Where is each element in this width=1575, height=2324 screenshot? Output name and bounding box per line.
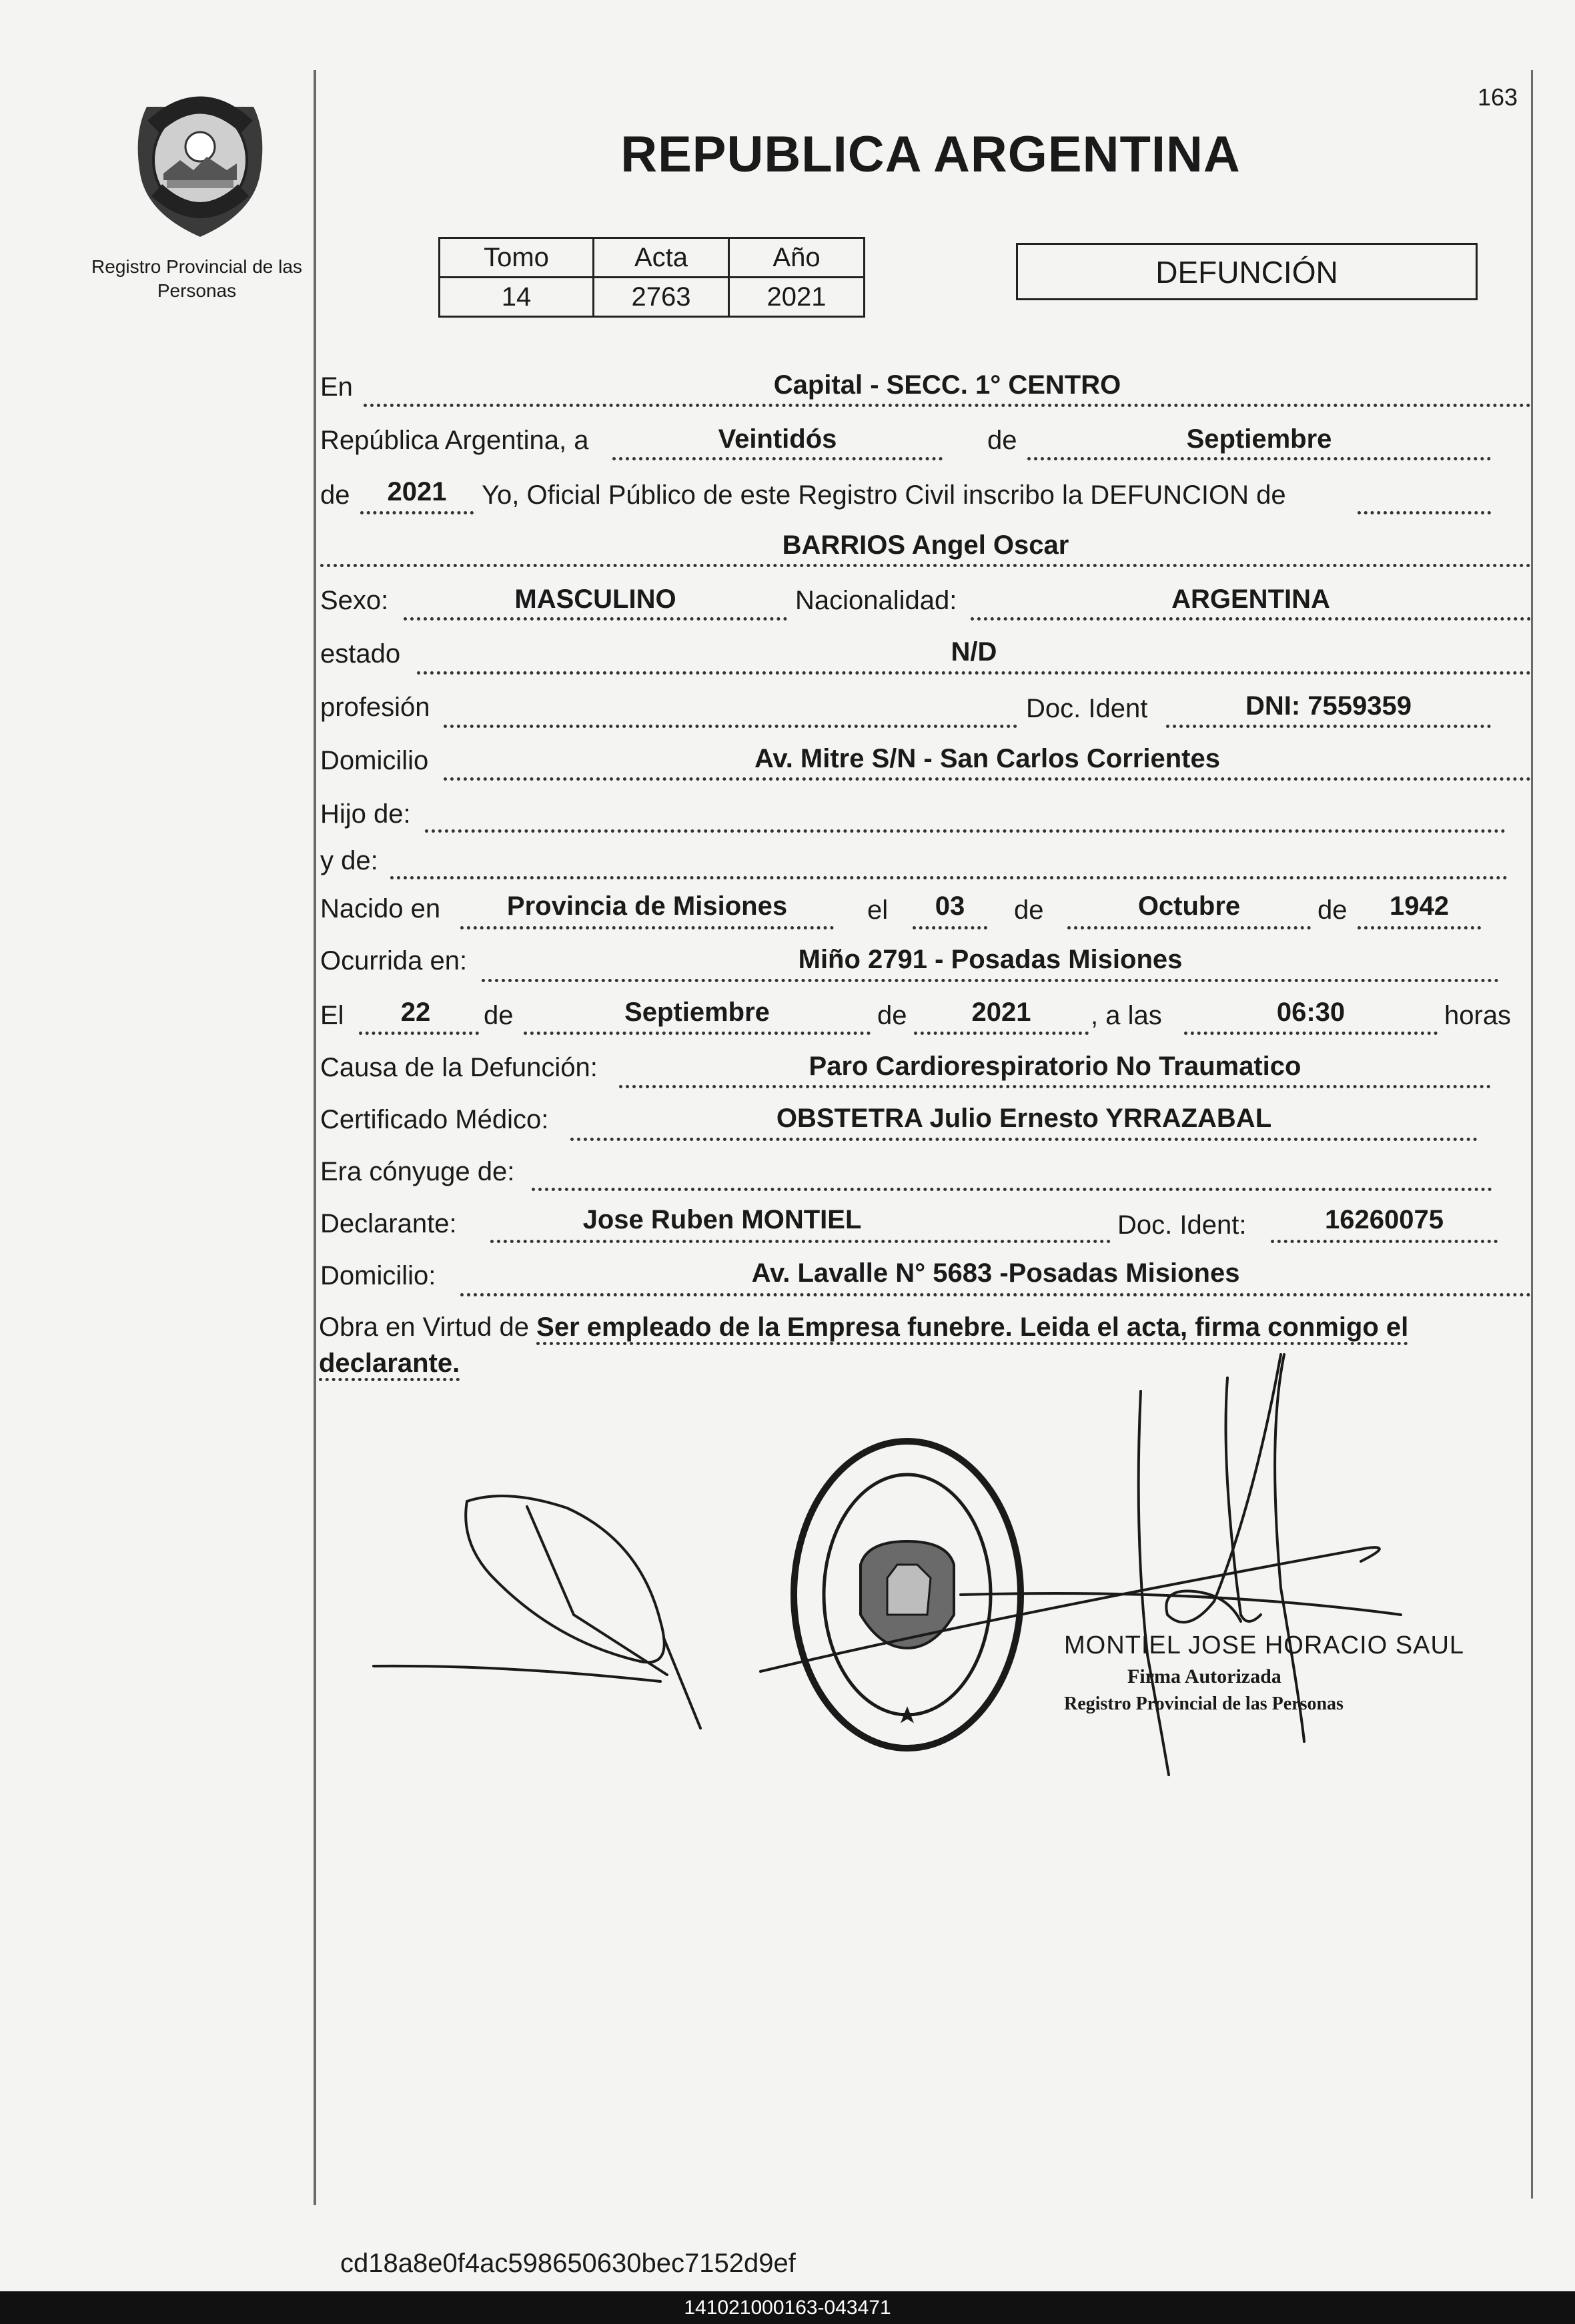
value-dec-domicilio: Av. Lavalle N° 5683 -Posadas Misiones [751, 1258, 1240, 1288]
label-estado: estado [320, 639, 401, 669]
page-number: 163 [1478, 83, 1518, 111]
label-declarante: Declarante: [320, 1209, 457, 1238]
line-yo [1358, 511, 1491, 514]
record-type-box: DEFUNCIÓN [1016, 243, 1478, 300]
value-def-mes: Septiembre [624, 998, 770, 1027]
value-nombre: BARRIOS Angel Oscar [782, 530, 1069, 560]
declarant-signature [374, 1496, 700, 1728]
value-causa: Paro Cardiorespiratorio No Traumatico [809, 1052, 1301, 1081]
label-conyuge: Era cónyuge de: [320, 1157, 515, 1186]
value-estado: N/D [951, 637, 997, 667]
line-profesion [444, 725, 1017, 728]
label-y-de: y de: [320, 846, 378, 875]
right-margin-line [1531, 70, 1533, 2199]
value-domicilio: Av. Mitre S/N - San Carlos Corrientes [754, 744, 1220, 773]
value-hora: 06:30 [1276, 998, 1346, 1027]
value-ocurrida: Miño 2791 - Posadas Misiones [798, 945, 1183, 974]
page-title: REPUBLICA ARGENTINA [620, 126, 1241, 183]
label-doc-ident-declarante: Doc. Ident: [1117, 1210, 1247, 1240]
value-anio: 2021 [729, 278, 865, 317]
line-y-de [390, 876, 1508, 879]
value-tomo: 14 [440, 278, 594, 317]
value-lugar: Capital - SECC. 1° CENTRO [773, 370, 1121, 400]
label-ocurrida-en: Ocurrida en: [320, 946, 468, 976]
footer-code: 141021000163-043471 [0, 2291, 1575, 2324]
obra-en-virtud [319, 1309, 1533, 1381]
province-seal-logo [127, 80, 274, 247]
label-certificado: Certificado Médico: [320, 1105, 549, 1134]
signatory-name: MONTIEL JOSE HORACIO SAUL [1064, 1631, 1465, 1659]
label-domicilio-declarante: Domicilio: [320, 1261, 436, 1290]
value-doc: DNI: 7559359 [1245, 691, 1412, 721]
label-nacionalidad: Nacionalidad: [795, 586, 957, 615]
value-nacido-en: Provincia de Misiones [506, 891, 788, 921]
label-sexo: Sexo: [320, 586, 389, 615]
value-certificado: OBSTETRA Julio Ernesto YRRAZABAL [776, 1104, 1272, 1133]
value-nac-dia: 03 [935, 891, 965, 921]
line-hijo-de [425, 829, 1506, 833]
label-de-anio: de [320, 480, 350, 510]
label-el: el [867, 895, 889, 925]
label-doc-ident: Doc. Ident [1026, 694, 1148, 723]
value-mes: Septiembre [1186, 424, 1332, 454]
label-obra: Obra en Virtud de [319, 1312, 530, 1342]
label-a-las: , a las [1091, 1001, 1162, 1030]
header-tomo: Tomo [440, 238, 594, 278]
value-anio: 2021 [387, 477, 447, 506]
header-anio: Año [729, 238, 865, 278]
label-nacido-en: Nacido en [320, 894, 441, 923]
line-conyuge [532, 1188, 1492, 1191]
label-domicilio: Domicilio [320, 746, 429, 775]
value-nac-anio: 1942 [1390, 891, 1449, 921]
value-acta: 2763 [594, 278, 729, 317]
label-de-nac-anio: de [1318, 895, 1348, 925]
label-de-def-anio: de [877, 1001, 907, 1030]
value-sexo: MASCULINO [514, 585, 676, 614]
value-dia-letras: Veintidós [718, 424, 837, 454]
label-horas: horas [1444, 1001, 1512, 1030]
document-hash: cd18a8e0f4ac598650630bec7152d9ef [340, 2249, 796, 2278]
record-table [438, 237, 865, 318]
value-obra: Ser empleado de la Empresa funebre. Leida el acta, firma conmigo el declarante. [319, 1312, 1408, 1381]
label-de-nac-mes: de [1014, 895, 1044, 925]
value-declarante: Jose Ruben MONTIEL [582, 1205, 862, 1234]
registry-stamp [794, 1441, 1021, 1748]
signatory-org: Registro Provincial de las Personas [1064, 1693, 1344, 1714]
label-causa: Causa de la Defunción: [320, 1053, 598, 1082]
label-de-mes: de [987, 426, 1017, 455]
value-def-dia: 22 [400, 998, 431, 1027]
value-dec-doc: 16260075 [1325, 1205, 1444, 1234]
label-de-def-mes: de [484, 1001, 514, 1030]
signatory-role: Firma Autorizada [1127, 1665, 1281, 1687]
label-republica: República Argentina, a [320, 426, 589, 455]
label-hijo-de: Hijo de: [320, 799, 411, 829]
value-nac-mes: Octubre [1137, 891, 1241, 921]
value-nacionalidad: ARGENTINA [1171, 585, 1330, 614]
value-def-anio: 2021 [971, 998, 1031, 1027]
label-en: En [320, 372, 353, 402]
label-el-cap: El [320, 1001, 344, 1030]
header-acta: Acta [594, 238, 729, 278]
left-margin-line [314, 70, 316, 2205]
label-yo: Yo, Oficial Público de este Registro Civil inscribo la DEFUNCION de [482, 480, 1286, 510]
label-profesion: profesión [320, 693, 430, 722]
issuer-name: Registro Provincial de las Personas [91, 256, 302, 301]
